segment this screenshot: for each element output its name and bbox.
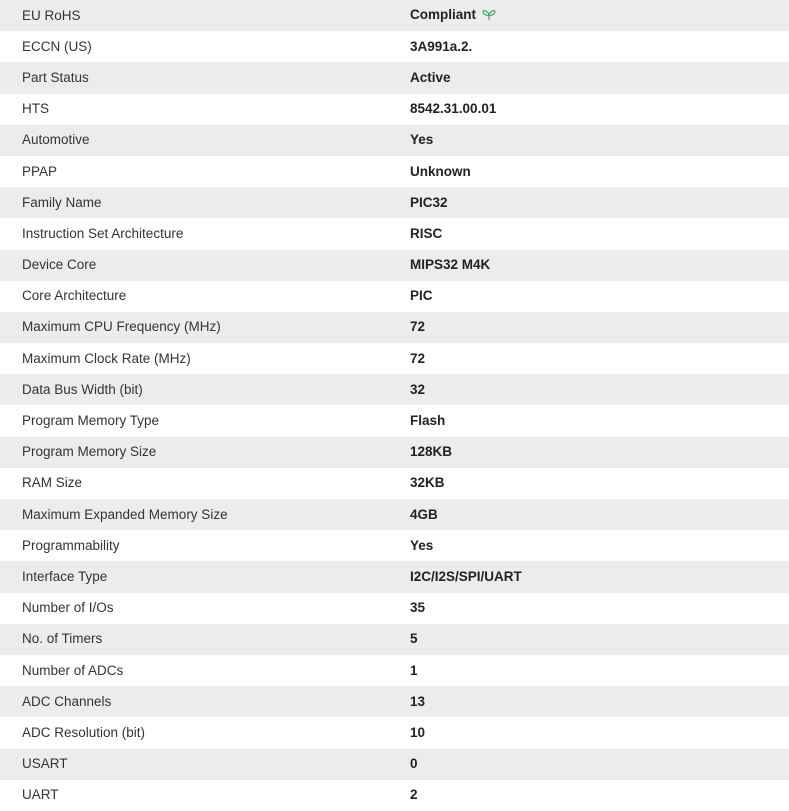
spec-value: 72	[410, 350, 426, 366]
spec-row-family-name	[0, 187, 789, 218]
spec-value: 10	[410, 724, 426, 740]
spec-row-max-cpu-frequency	[0, 312, 789, 343]
spec-label: Maximum Expanded Memory Size	[22, 506, 228, 522]
leaf-icon	[482, 9, 496, 25]
spec-row-ppap	[0, 156, 789, 187]
spec-label: Number of ADCs	[22, 662, 124, 678]
spec-value: 4GB	[410, 506, 438, 522]
spec-row-no-of-timers	[0, 624, 789, 655]
spec-value: 0	[410, 756, 418, 772]
spec-value: 32KB	[410, 475, 445, 491]
spec-label: Interface Type	[22, 568, 108, 584]
spec-label: ADC Resolution (bit)	[22, 724, 146, 740]
spec-row-program-memory-type	[0, 405, 789, 436]
spec-value: Yes	[410, 537, 434, 553]
spec-label: Family Name	[22, 194, 102, 210]
spec-label: Program Memory Type	[22, 413, 160, 429]
spec-label: EU RoHS	[22, 7, 81, 23]
spec-label: Part Status	[22, 69, 89, 85]
spec-label: Automotive	[22, 132, 90, 148]
spec-value: MIPS32 M4K	[410, 257, 491, 273]
spec-label: PPAP	[22, 163, 58, 179]
spec-row-adc-channels	[0, 686, 789, 717]
spec-row-core-architecture	[0, 281, 789, 312]
spec-row-max-clock-rate	[0, 343, 789, 374]
spec-label: UART	[22, 787, 59, 803]
spec-row-data-bus-width	[0, 374, 789, 405]
spec-label: USART	[22, 756, 68, 772]
spec-row-program-memory-size	[0, 437, 789, 468]
spec-label: RAM Size	[22, 475, 83, 491]
spec-value: 5	[410, 631, 418, 647]
spec-value: Flash	[410, 413, 446, 429]
spec-value: 1	[410, 662, 418, 678]
spec-value: 72	[410, 319, 426, 335]
spec-label: No. of Timers	[22, 631, 103, 647]
spec-value: 13	[410, 693, 426, 709]
spec-row-usart	[0, 749, 789, 780]
spec-label: Number of I/Os	[22, 600, 114, 616]
spec-label: ADC Channels	[22, 693, 112, 709]
spec-label: HTS	[22, 101, 49, 117]
spec-label: Maximum CPU Frequency (MHz)	[22, 319, 221, 335]
spec-row-adc-resolution	[0, 717, 789, 748]
spec-label: ECCN (US)	[22, 38, 92, 54]
spec-value: 8542.31.00.01	[410, 101, 497, 117]
spec-row-automotive	[0, 125, 789, 156]
spec-label: Instruction Set Architecture	[22, 225, 184, 241]
spec-label: Device Core	[22, 257, 97, 273]
spec-value-cell	[410, 0, 789, 31]
spec-label: Programmability	[22, 537, 120, 553]
spec-row-number-of-ios	[0, 593, 789, 624]
spec-value: 32	[410, 381, 426, 397]
spec-row-eccn	[0, 31, 789, 62]
spec-row-device-core	[0, 250, 789, 281]
spec-row-max-expanded-memory	[0, 499, 789, 530]
spec-value: 35	[410, 600, 426, 616]
spec-row-uart	[0, 780, 789, 811]
spec-row-hts	[0, 94, 789, 125]
spec-value: Unknown	[410, 163, 471, 179]
spec-value: Compliant	[410, 6, 476, 22]
spec-value: RISC	[410, 225, 443, 241]
spec-row-part-status	[0, 62, 789, 93]
spec-row-eu-rohs	[0, 0, 789, 31]
spec-label: Program Memory Size	[22, 444, 157, 460]
spec-label: Core Architecture	[22, 288, 127, 304]
spec-value: 128KB	[410, 444, 453, 460]
spec-value: 2	[410, 787, 418, 803]
spec-value: Active	[410, 69, 451, 85]
spec-row-isa	[0, 218, 789, 249]
spec-label: Maximum Clock Rate (MHz)	[22, 350, 191, 366]
spec-value: 3A991a.2.	[410, 38, 473, 54]
spec-row-ram-size	[0, 468, 789, 499]
spec-value: I2C/I2S/SPI/UART	[410, 568, 522, 584]
spec-row-interface-type	[0, 561, 789, 592]
spec-value: Yes	[410, 132, 434, 148]
spec-label: Data Bus Width (bit)	[22, 381, 143, 397]
spec-row-programmability	[0, 530, 789, 561]
spec-value: PIC	[410, 288, 433, 304]
spec-value: PIC32	[410, 194, 448, 210]
spec-row-number-of-adcs	[0, 655, 789, 686]
